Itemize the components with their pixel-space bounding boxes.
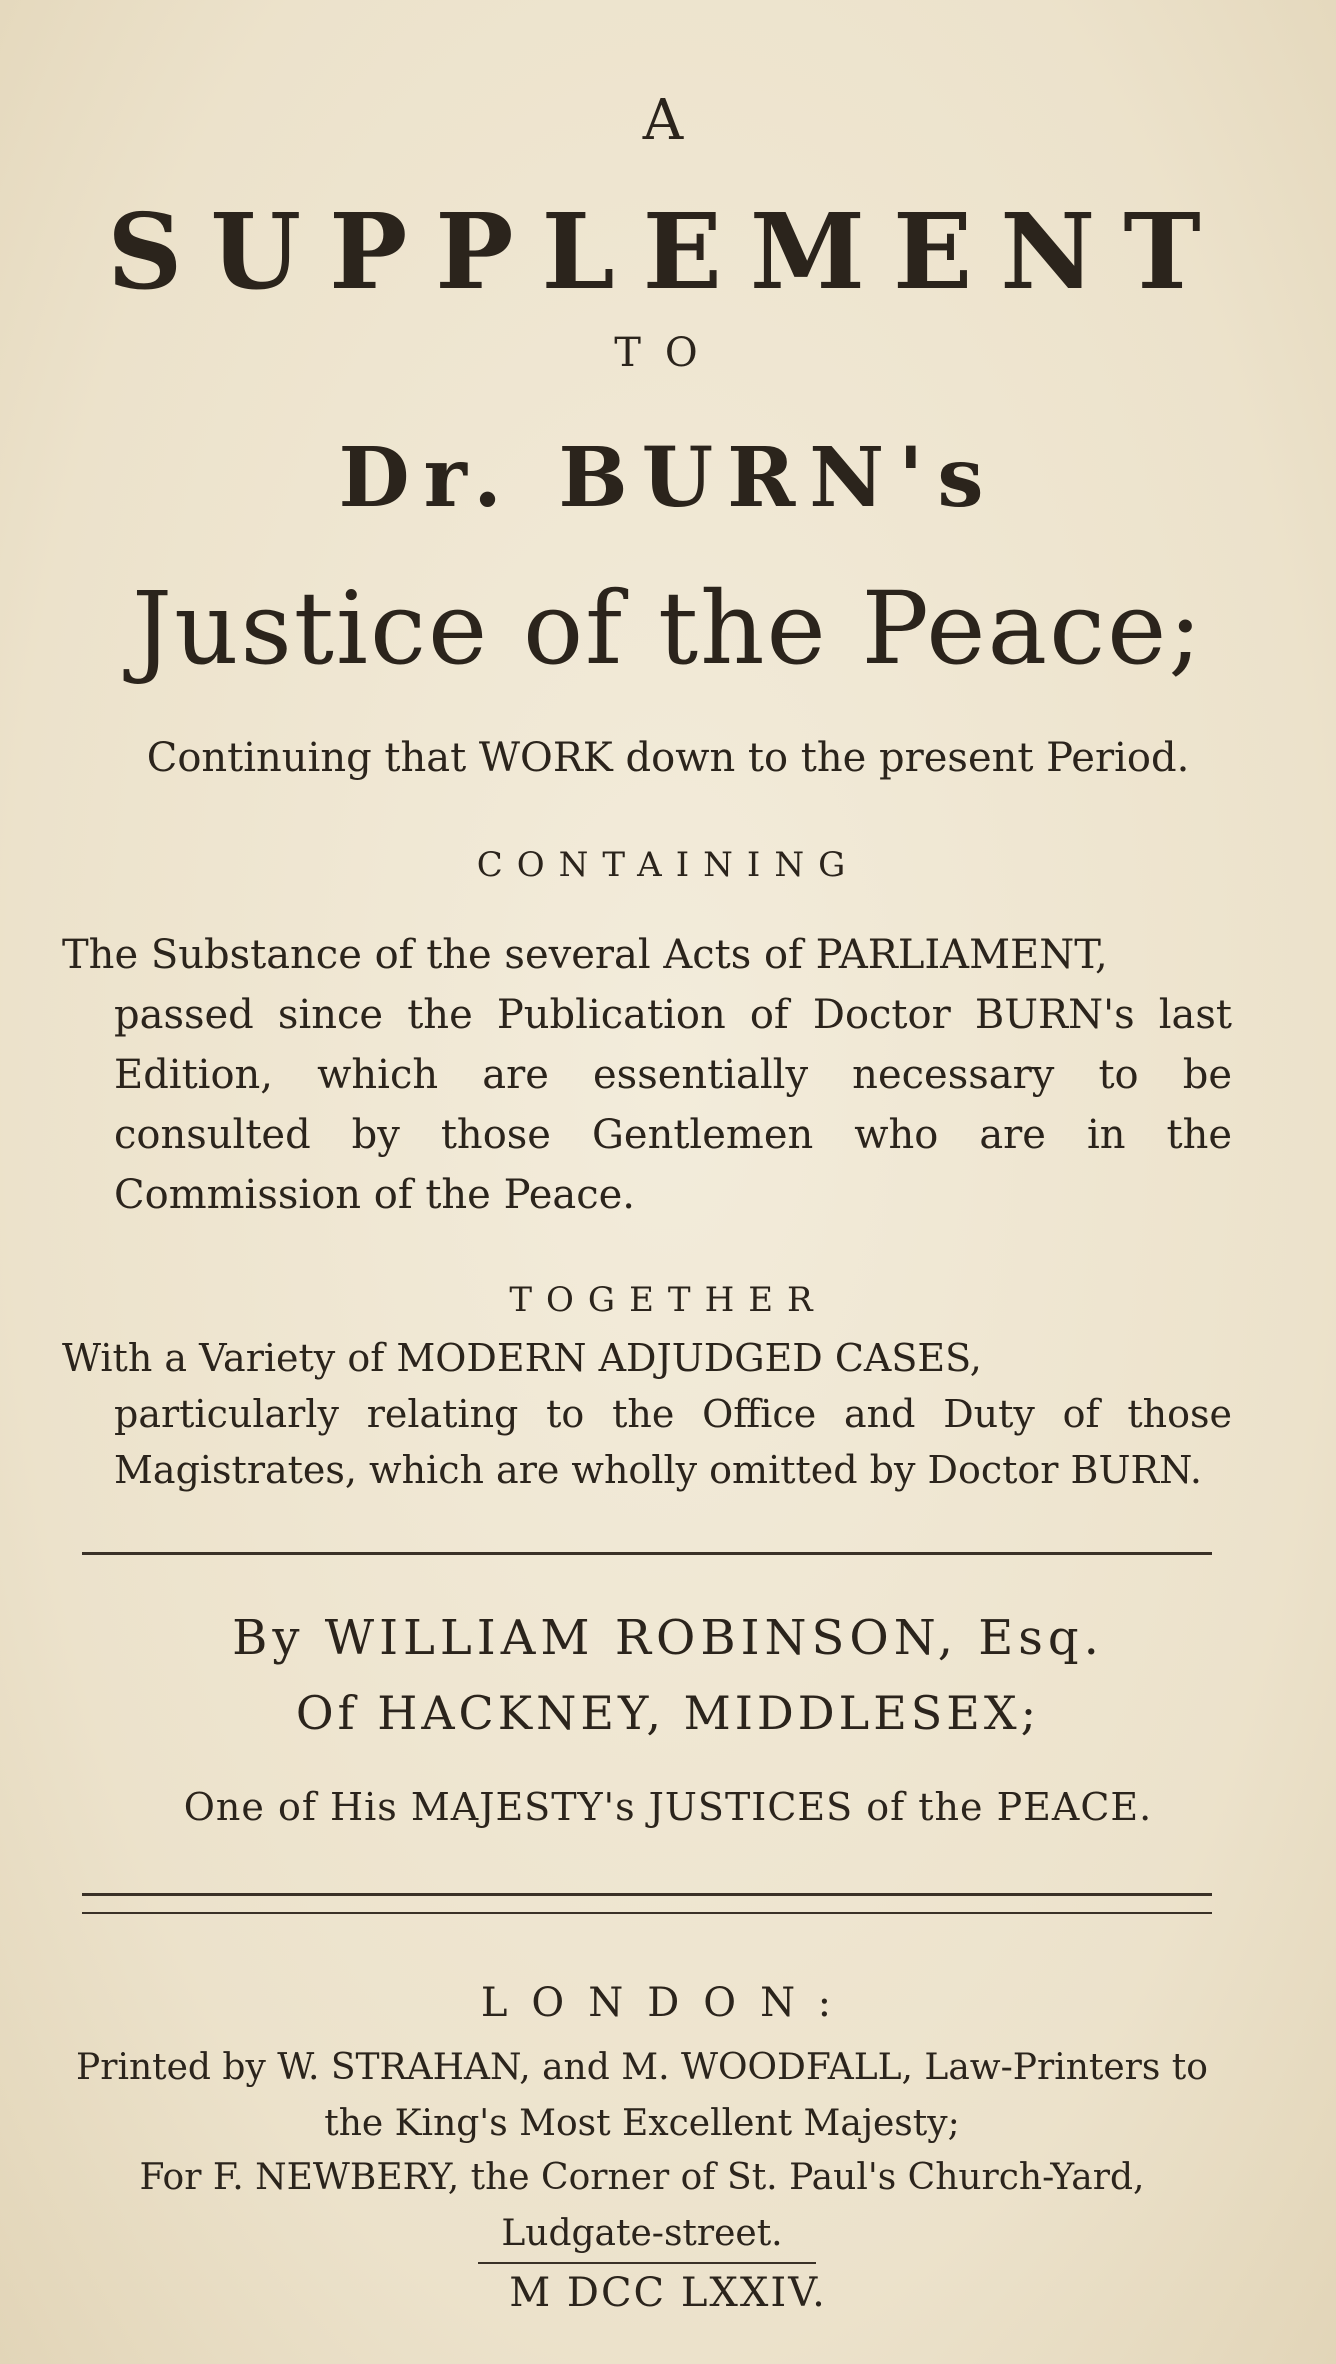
double-rule-top <box>82 1893 1212 1896</box>
variety-first-line: With a Variety of MODERN ADJUDGED CASES, <box>62 1336 982 1380</box>
imprint-bookseller: For F. NEWBERY, the Corner of St. Paul's Church-Yard, Ludgate-street. <box>139 2157 1145 2254</box>
substance-rest: passed since the Publication of Doctor BURN's last Edition, which are essentially necessary to be consulted by those Gentlemen who are in the Commission of the Peace. <box>114 992 1232 1218</box>
variety-paragraph <box>62 1330 1232 1498</box>
main-title-supplement: SUPPLEMENT <box>107 190 1229 313</box>
imprint-date: M DCC LXXIV. <box>509 2270 827 2316</box>
together-heading: TOGETHER <box>509 1280 827 1320</box>
containing-heading: CONTAINING <box>476 845 860 885</box>
article-a: A <box>642 88 694 153</box>
substance-first-line: The Substance of the several Acts of PARLIAMENT, <box>62 932 1108 978</box>
continuing-line: Continuing that WORK down to the present Period. <box>146 735 1190 781</box>
author-location: Of HACKNEY, MIDDLESEX; <box>295 1686 1041 1740</box>
date-rule <box>478 2262 816 2264</box>
connector-to: TO <box>614 330 722 376</box>
double-rule-bottom <box>82 1912 1212 1914</box>
author-name: By WILLIAM ROBINSON, Esq. <box>232 1610 1104 1666</box>
imprint-printer: Printed by W. STRAHAN, and M. WOODFALL, Law-Printers to the King's Most Excellent Majesty; <box>76 2047 1208 2144</box>
variety-rest: particularly relating to the Office and Duty of those Magistrates, which are wholly omitted by Doctor BURN. <box>114 1392 1232 1492</box>
author-reference: Dr. BURN's <box>338 430 998 526</box>
work-title: Justice of the Peace; <box>132 570 1204 687</box>
divider-rule <box>82 1552 1212 1555</box>
imprint-place: LONDON: <box>480 1980 856 2026</box>
author-office: One of His MAJESTY's JUSTICES of the PEACE. <box>183 1785 1153 1829</box>
substance-paragraph <box>62 925 1232 1225</box>
